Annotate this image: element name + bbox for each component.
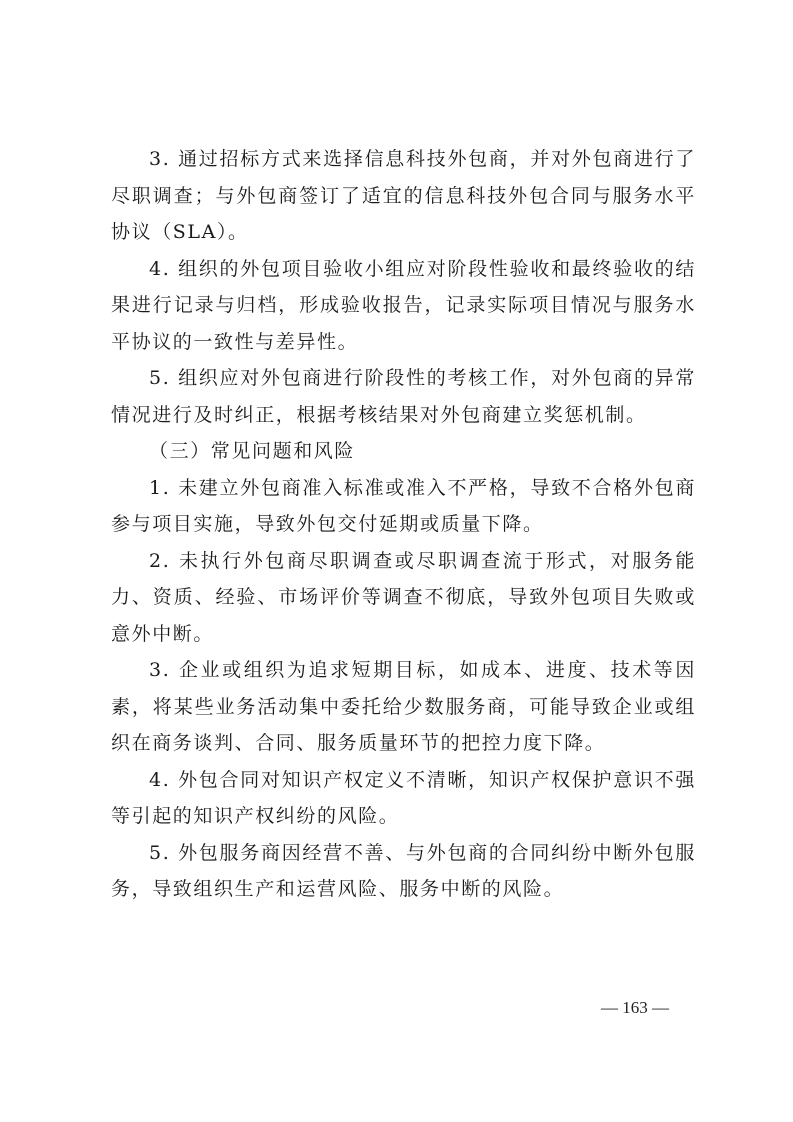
paragraph-item-5: 5. 组织应对外包商进行阶段性的考核工作，对外包商的异常情况进行及时纠正，根据考核结果对外包商建立奖惩机制。 xyxy=(111,367,696,426)
page-content xyxy=(111,141,696,908)
risk-item-3: 3. 企业或组织为追求短期目标，如成本、进度、技术等因素，将某些业务活动集中委托给少数服务商，可能导致企业或组织在商务谈判、合同、服务质量环节的把控力度下降。 xyxy=(111,659,696,754)
paragraph-item-3: 3. 通过招标方式来选择信息科技外包商，并对外包商进行了尽职调查；与外包商签订了适宜的信息科技外包合同与服务水平协议（SLA）。 xyxy=(111,148,696,243)
section-heading: （三）常见问题和风险 xyxy=(149,440,356,462)
risk-item-1: 1. 未建立外包商准入标准或准入不严格，导致不合格外包商参与项目实施，导致外包交付延期或质量下降。 xyxy=(111,476,696,535)
page-number: — 163 — xyxy=(601,998,669,1017)
risk-item-4: 4. 外包合同对知识产权定义不清晰，知识产权保护意识不强等引起的知识产权纠纷的风险。 xyxy=(111,768,696,827)
paragraph-item-4: 4. 组织的外包项目验收小组应对阶段性验收和最终验收的结果进行记录与归档，形成验收报告，记录实际项目情况与服务水平协议的一致性与差异性。 xyxy=(111,257,696,353)
risk-item-2: 2. 未执行外包商尽职调查或尽职调查流于形式，对服务能力、资质、经验、市场评价等调查不彻底，导致外包项目失败或意外中断。 xyxy=(111,549,696,645)
risk-item-5: 5. 外包服务商因经营不善、与外包商的合同纠纷中断外包服务，导致组织生产和运营风险、服务中断的风险。 xyxy=(111,841,696,900)
